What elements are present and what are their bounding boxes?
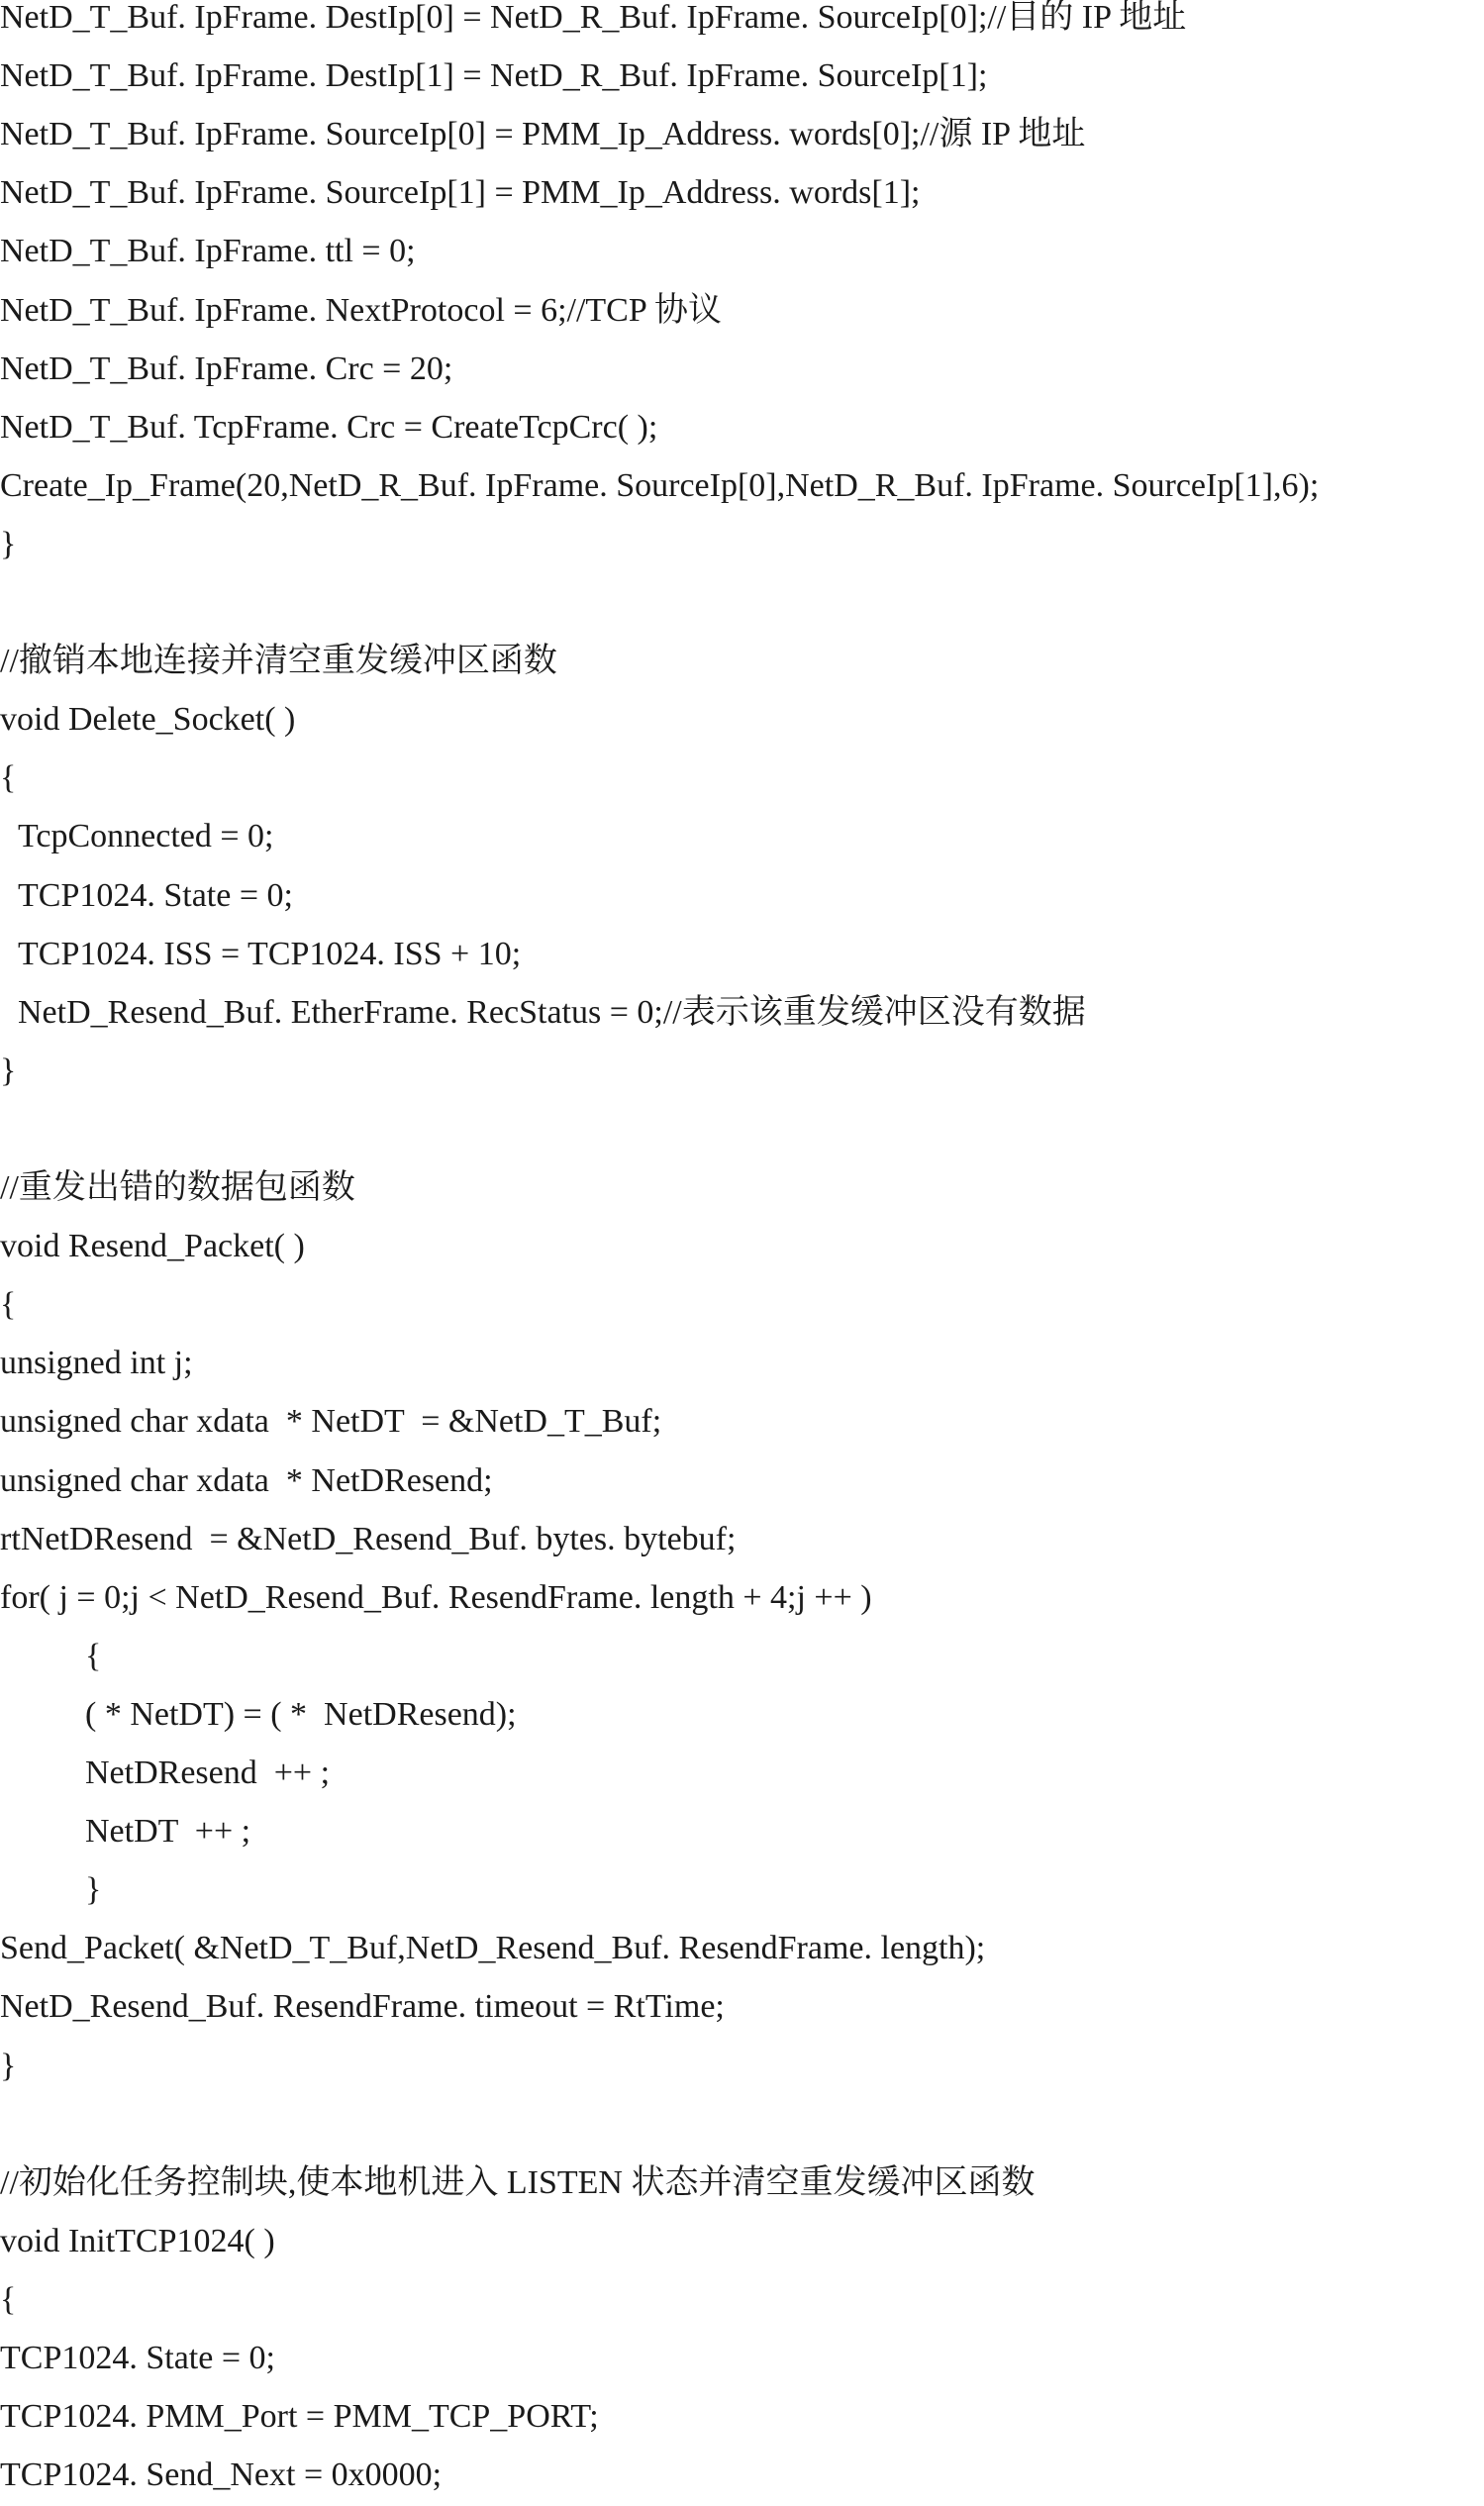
code-line: NetD_T_Buf. IpFrame. SourceIp[0] = PMM_Ip_Address. words[0];//源 IP 地址 <box>0 116 1086 153</box>
code-line: NetD_T_Buf. IpFrame. NextProtocol = 6;//TCP 协议 <box>0 291 723 329</box>
code-line: for( j = 0;j < NetD_Resend_Buf. ResendFrame. length + 4;j ++ ) <box>0 1578 872 1616</box>
code-line: TCP1024. Send_Next = 0x0000; <box>0 2456 443 2494</box>
code-line: NetD_T_Buf. IpFrame. Crc = 20; <box>0 350 453 387</box>
code-line: unsigned int j; <box>0 1345 193 1382</box>
code-brace-line: } <box>85 1871 102 1909</box>
code-line: NetD_T_Buf. IpFrame. SourceIp[1] = PMM_Ip_Address. words[1]; <box>0 174 921 212</box>
code-line: TcpConnected = 0; <box>18 818 274 855</box>
code-line: unsigned char xdata * NetDT = &NetD_T_Buf; <box>0 1403 662 1441</box>
code-line: TCP1024. PMM_Port = PMM_TCP_PORT; <box>0 2398 599 2436</box>
code-brace-line: } <box>0 2047 17 2084</box>
code-brace-line: { <box>0 759 17 797</box>
code-line: NetDResend ++ ; <box>85 1754 331 1791</box>
code-brace-line: { <box>85 1637 102 1674</box>
code-brace-line: { <box>0 2280 17 2318</box>
code-line: Send_Packet( &NetD_T_Buf,NetD_Resend_Buf. ResendFrame. length); <box>0 1930 986 1967</box>
code-line: Create_Ip_Frame(20,NetD_R_Buf. IpFrame. SourceIp[0],NetD_R_Buf. IpFrame. SourceIp[1],6); <box>0 466 1320 504</box>
code-line: ( * NetDT) = ( * NetDResend); <box>85 1695 517 1733</box>
code-line: TCP1024. State = 0; <box>18 876 293 914</box>
code-line: TCP1024. ISS = TCP1024. ISS + 10; <box>18 935 522 972</box>
code-comment-line: //撤销本地连接并清空重发缓冲区函数 <box>0 643 557 680</box>
code-line: NetD_Resend_Buf. ResendFrame. timeout = RtTime; <box>0 1988 725 2026</box>
code-line: NetD_T_Buf. IpFrame. DestIp[1] = NetD_R_Buf. IpFrame. SourceIp[1]; <box>0 57 988 95</box>
code-brace-line: } <box>0 525 17 562</box>
code-line: NetD_T_Buf. IpFrame. DestIp[0] = NetD_R_Buf. IpFrame. SourceIp[0];//目的 IP 地址 <box>0 0 1187 36</box>
code-comment-line: //初始化任务控制块,使本地机进入 LISTEN 状态并清空重发缓冲区函数 <box>0 2163 1036 2201</box>
code-line: NetD_T_Buf. TcpFrame. Crc = CreateTcpCrc( ); <box>0 408 658 446</box>
code-brace-line: } <box>0 1052 17 1089</box>
code-line: NetDT ++ ; <box>85 1813 251 1851</box>
code-line: void InitTCP1024( ) <box>0 2222 275 2259</box>
code-line: rtNetDResend = &NetD_Resend_Buf. bytes. bytebuf; <box>0 1520 737 1557</box>
code-comment-line: //重发出错的数据包函数 <box>0 1169 355 1206</box>
code-line: NetD_Resend_Buf. EtherFrame. RecStatus = 0;//表示该重发缓冲区没有数据 <box>18 993 1086 1031</box>
code-brace-line: { <box>0 1286 17 1324</box>
code-line: void Resend_Packet( ) <box>0 1228 305 1265</box>
code-line: NetD_T_Buf. IpFrame. ttl = 0; <box>0 233 416 270</box>
code-line: unsigned char xdata * NetDResend; <box>0 1461 493 1499</box>
code-line: void Delete_Socket( ) <box>0 701 296 739</box>
code-line: TCP1024. State = 0; <box>0 2340 275 2376</box>
